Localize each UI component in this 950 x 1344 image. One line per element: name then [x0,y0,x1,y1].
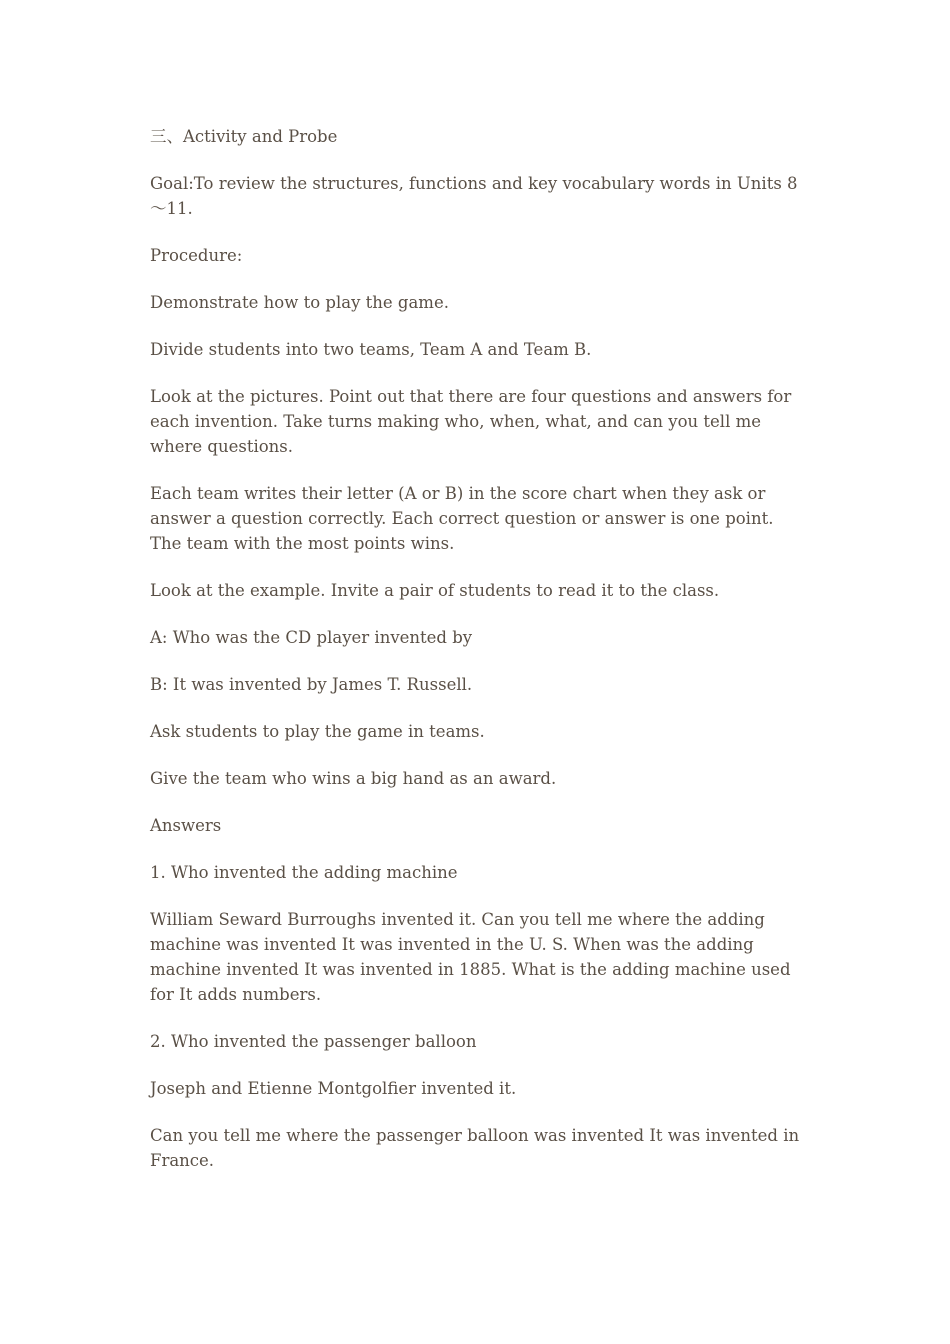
answer-text: Joseph and Etienne Montgolfier invented it. [150,1079,517,1098]
answer-text: Can you tell me where the passenger balloon was invented It was invented in France. [150,1126,800,1170]
procedure-step: Give the team who wins a big hand as an award. [150,769,557,788]
procedure-step: Demonstrate how to play the game. [150,293,449,312]
procedure-label: Procedure: [150,246,243,265]
goal-paragraph: Goal:To review the structures, functions and key vocabulary words in Units 8～11. [150,174,798,218]
document-page [150,124,800,1195]
procedure-step: Look at the pictures. Point out that there are four questions and answers for each invention. Take turns making who, when, what, and can you tell me where questions. [150,387,792,456]
procedure-step: Look at the example. Invite a pair of students to read it to the class. [150,581,720,600]
example-line: A: Who was the CD player invented by [150,628,473,647]
example-line: B: It was invented by James T. Russell. [150,675,473,694]
procedure-step: Ask students to play the game in teams. [150,722,485,741]
answer-question: 1. Who invented the adding machine [150,863,458,882]
answer-text: William Seward Burroughs invented it. Can you tell me where the adding machine was invented It was invented in the U. S. When was the adding machine invented It was invented in 1885. What is the adding machine used for It adds numbers. [150,910,791,1004]
procedure-step: Divide students into two teams, Team A and Team B. [150,340,592,359]
section-heading: 三、Activity and Probe [150,127,338,146]
answer-question: 2. Who invented the passenger balloon [150,1032,477,1051]
answers-label: Answers [150,816,222,835]
procedure-step: Each team writes their letter (A or B) in the score chart when they ask or answer a question correctly. Each correct question or answer is one point. The team with the most points wins. [150,484,774,553]
